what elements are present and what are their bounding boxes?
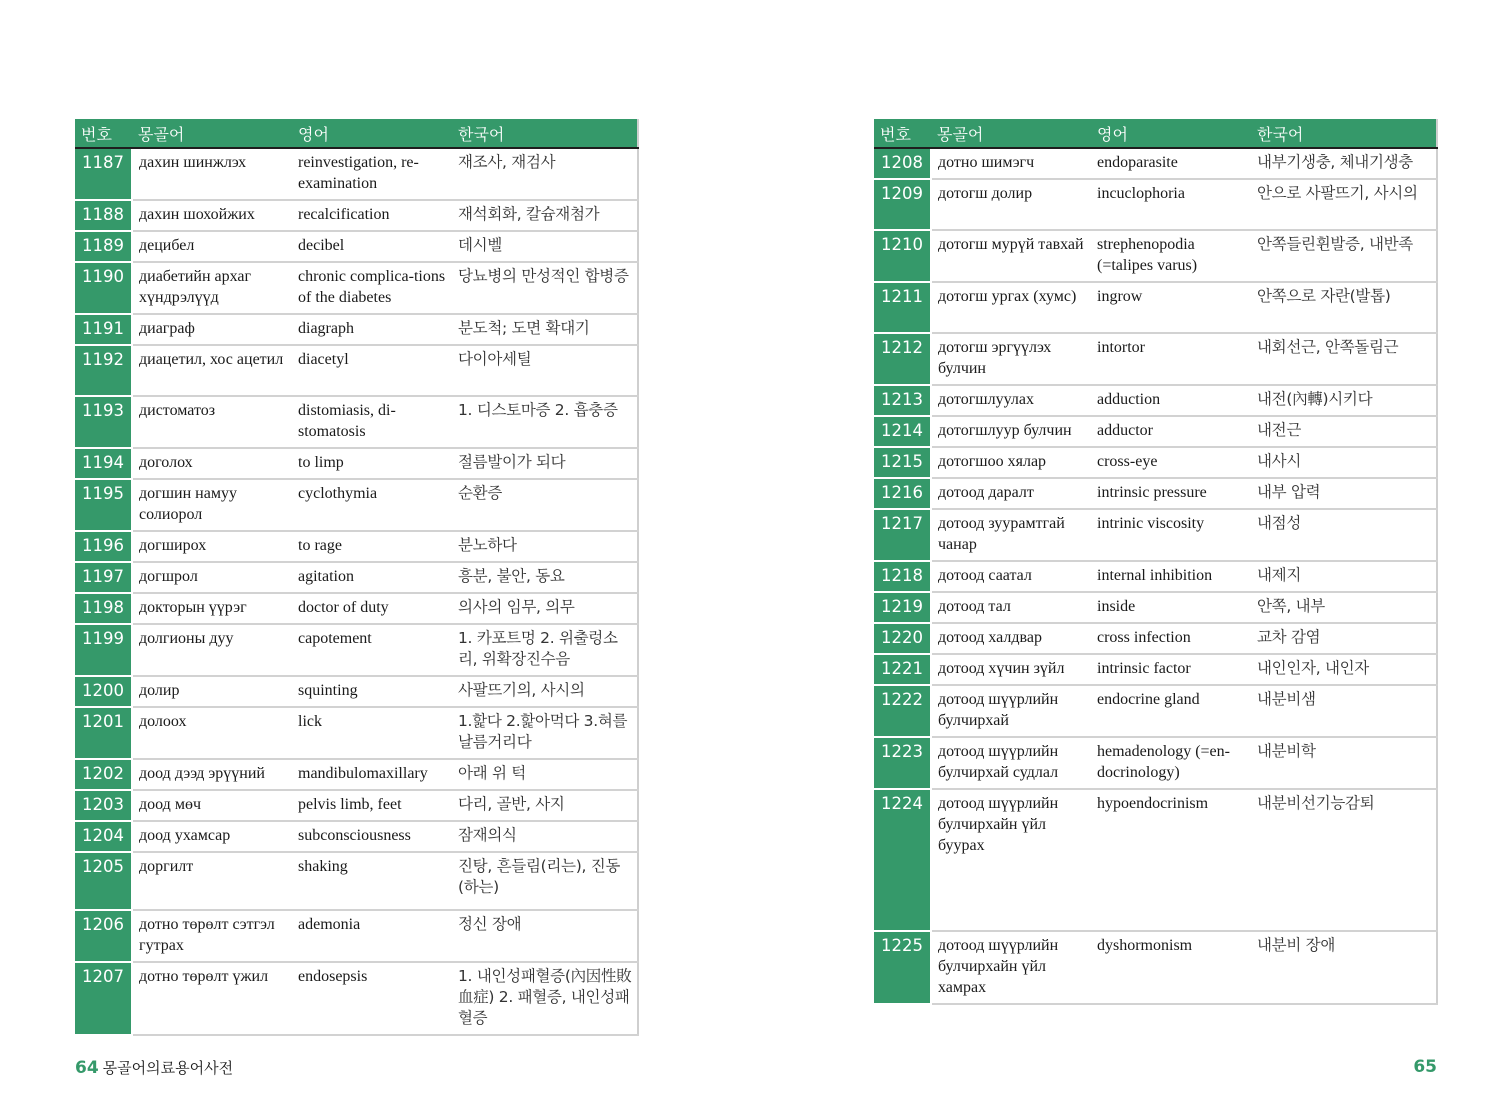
mongolian-term: дотно төрөлт үжил xyxy=(132,962,292,1035)
entry-number: 1190 xyxy=(75,262,132,314)
korean-term: 정신 장애 xyxy=(452,910,638,962)
right-page-number: 65 xyxy=(1413,1057,1437,1077)
korean-term: 1. 내인성패혈증(內因性敗血症) 2. 패혈증, 내인성패혈증 xyxy=(452,962,638,1035)
entry-number: 1202 xyxy=(75,759,132,790)
mongolian-term: диаграф xyxy=(132,314,292,345)
header-number: 번호 xyxy=(75,119,132,148)
korean-term: 진탕, 흔들림(리는), 진동(하는) xyxy=(452,852,638,910)
table-row xyxy=(75,262,638,314)
korean-term: 안쪽들린휜발증, 내반족 xyxy=(1251,230,1437,282)
entry-number: 1219 xyxy=(874,592,931,623)
mongolian-term: дахин шинжлэх xyxy=(132,148,292,200)
korean-term: 아래 위 턱 xyxy=(452,759,638,790)
header-korean: 한국어 xyxy=(452,119,638,148)
entry-number: 1188 xyxy=(75,200,132,231)
table-row xyxy=(874,561,1437,592)
book-title: 몽골어의료용어사전 xyxy=(102,1059,234,1077)
korean-term: 내점성 xyxy=(1251,509,1437,561)
mongolian-term: дотоод шүүрлийн булчирхайн үйл буурах xyxy=(931,789,1091,931)
english-term: internal inhibition xyxy=(1091,561,1251,592)
korean-term: 내제지 xyxy=(1251,561,1437,592)
table-row xyxy=(874,931,1437,1004)
entry-number: 1222 xyxy=(874,685,931,737)
english-term: endosepsis xyxy=(292,962,452,1035)
entry-number: 1191 xyxy=(75,314,132,345)
english-term: ademonia xyxy=(292,910,452,962)
korean-term: 의사의 임무, 의무 xyxy=(452,593,638,624)
entry-number: 1187 xyxy=(75,148,132,200)
mongolian-term: доголох xyxy=(132,448,292,479)
mongolian-term: дотоод шүүрлийн булчирхайн үйл хамрах xyxy=(931,931,1091,1004)
mongolian-term: долир xyxy=(132,676,292,707)
table-row xyxy=(75,448,638,479)
table-row xyxy=(874,737,1437,789)
mongolian-term: долоох xyxy=(132,707,292,759)
entry-number: 1197 xyxy=(75,562,132,593)
korean-term: 잠재의식 xyxy=(452,821,638,852)
english-term: hemadenology (=en-docrinology) xyxy=(1091,737,1251,789)
entry-number: 1218 xyxy=(874,561,931,592)
entry-number: 1192 xyxy=(75,345,132,396)
mongolian-term: доод ухамсар xyxy=(132,821,292,852)
table-row xyxy=(75,200,638,231)
table-row xyxy=(75,396,638,448)
table-row xyxy=(75,531,638,562)
english-term: diacetyl xyxy=(292,345,452,396)
entry-number: 1193 xyxy=(75,396,132,448)
english-term: intrinic viscosity xyxy=(1091,509,1251,561)
table-row xyxy=(75,707,638,759)
right-table-body xyxy=(874,148,1437,1004)
korean-term: 순환증 xyxy=(452,479,638,531)
korean-term: 내분비선기능감퇴 xyxy=(1251,789,1437,931)
english-term: diagraph xyxy=(292,314,452,345)
table-row xyxy=(874,385,1437,416)
mongolian-term: дотоод зуурамтгай чанар xyxy=(931,509,1091,561)
mongolian-term: докторын үүрэг xyxy=(132,593,292,624)
korean-term: 다이아세틸 xyxy=(452,345,638,396)
table-row xyxy=(75,759,638,790)
header-number: 번호 xyxy=(874,119,931,148)
header-mongolian: 몽골어 xyxy=(132,119,292,148)
korean-term: 당뇨병의 만성적인 합병증 xyxy=(452,262,638,314)
entry-number: 1213 xyxy=(874,385,931,416)
english-term: intrinsic pressure xyxy=(1091,478,1251,509)
korean-term: 안쪽으로 자란(발톱) xyxy=(1251,282,1437,333)
mongolian-term: дотогшлуур булчин xyxy=(931,416,1091,447)
table-header-row xyxy=(874,119,1437,148)
entry-number: 1221 xyxy=(874,654,931,685)
mongolian-term: дотогш эргүүлэх булчин xyxy=(931,333,1091,385)
english-term: distomiasis, di-stomatosis xyxy=(292,396,452,448)
korean-term: 다리, 골반, 사지 xyxy=(452,790,638,821)
entry-number: 1225 xyxy=(874,931,931,1004)
mongolian-term: дахин шохойжих xyxy=(132,200,292,231)
entry-number: 1200 xyxy=(75,676,132,707)
korean-term: 내사시 xyxy=(1251,447,1437,478)
english-term: adduction xyxy=(1091,385,1251,416)
entry-number: 1212 xyxy=(874,333,931,385)
entry-number: 1216 xyxy=(874,478,931,509)
entry-number: 1195 xyxy=(75,479,132,531)
entry-number: 1220 xyxy=(874,623,931,654)
entry-number: 1198 xyxy=(75,593,132,624)
mongolian-term: дистоматоз xyxy=(132,396,292,448)
entry-number: 1189 xyxy=(75,231,132,262)
english-term: endocrine gland xyxy=(1091,685,1251,737)
mongolian-term: дотогшлуулах xyxy=(931,385,1091,416)
english-term: lick xyxy=(292,707,452,759)
table-row xyxy=(75,562,638,593)
left-footer xyxy=(75,1057,233,1078)
english-term: ingrow xyxy=(1091,282,1251,333)
mongolian-term: дотно төрөлт сэтгэл гутрах xyxy=(132,910,292,962)
english-term: cross-eye xyxy=(1091,447,1251,478)
entry-number: 1211 xyxy=(874,282,931,333)
table-row xyxy=(75,148,638,200)
mongolian-term: дотогш ургах (хумс) xyxy=(931,282,1091,333)
korean-term: 내분비학 xyxy=(1251,737,1437,789)
english-term: doctor of duty xyxy=(292,593,452,624)
korean-term: 재조사, 재검사 xyxy=(452,148,638,200)
mongolian-term: диацетил, хос ацетил xyxy=(132,345,292,396)
mongolian-term: дотоод халдвар xyxy=(931,623,1091,654)
table-row xyxy=(75,624,638,676)
header-english: 영어 xyxy=(1091,119,1251,148)
table-row xyxy=(874,789,1437,931)
korean-term: 데시벨 xyxy=(452,231,638,262)
english-term: inside xyxy=(1091,592,1251,623)
table-row xyxy=(75,852,638,910)
table-row xyxy=(75,821,638,852)
mongolian-term: дотоод даралт xyxy=(931,478,1091,509)
korean-term: 안쪽, 내부 xyxy=(1251,592,1437,623)
mongolian-term: дотогш долир xyxy=(931,179,1091,230)
korean-term: 1. 카포트멍 2. 위출렁소리, 위확장진수음 xyxy=(452,624,638,676)
korean-term: 내분비샘 xyxy=(1251,685,1437,737)
table-row xyxy=(874,282,1437,333)
table-row xyxy=(874,148,1437,179)
mongolian-term: дотоод шүүрлийн булчирхай судлал xyxy=(931,737,1091,789)
table-row xyxy=(874,179,1437,230)
english-term: strephenopodia (=talipes varus) xyxy=(1091,230,1251,282)
english-term: capotement xyxy=(292,624,452,676)
english-term: cyclothymia xyxy=(292,479,452,531)
mongolian-term: дотоод тал xyxy=(931,592,1091,623)
table-header-row xyxy=(75,119,638,148)
left-page-number: 64 xyxy=(75,1058,99,1078)
korean-term: 내전(內轉)시키다 xyxy=(1251,385,1437,416)
right-dictionary-table xyxy=(874,119,1438,1005)
mongolian-term: доргилт xyxy=(132,852,292,910)
header-english: 영어 xyxy=(292,119,452,148)
entry-number: 1196 xyxy=(75,531,132,562)
english-term: intortor xyxy=(1091,333,1251,385)
mongolian-term: долгионы дуу xyxy=(132,624,292,676)
table-row xyxy=(874,685,1437,737)
table-row xyxy=(874,592,1437,623)
english-term: shaking xyxy=(292,852,452,910)
entry-number: 1205 xyxy=(75,852,132,910)
table-row xyxy=(75,676,638,707)
table-row xyxy=(874,478,1437,509)
english-term: pelvis limb, feet xyxy=(292,790,452,821)
mongolian-term: доод дээд эрүүний xyxy=(132,759,292,790)
korean-term: 절름발이가 되다 xyxy=(452,448,638,479)
korean-term: 1. 디스토마증 2. 흡충증 xyxy=(452,396,638,448)
entry-number: 1203 xyxy=(75,790,132,821)
english-term: agitation xyxy=(292,562,452,593)
table-row xyxy=(75,231,638,262)
entry-number: 1215 xyxy=(874,447,931,478)
mongolian-term: дотоод шүүрлийн булчирхай xyxy=(931,685,1091,737)
entry-number: 1224 xyxy=(874,789,931,931)
table-row xyxy=(75,593,638,624)
table-row xyxy=(874,447,1437,478)
korean-term: 내인인자, 내인자 xyxy=(1251,654,1437,685)
korean-term: 재석회화, 칼슘재첨가 xyxy=(452,200,638,231)
table-row xyxy=(874,416,1437,447)
korean-term: 사팔뜨기의, 사시의 xyxy=(452,676,638,707)
header-mongolian: 몽골어 xyxy=(931,119,1091,148)
header-korean: 한국어 xyxy=(1251,119,1437,148)
table-row xyxy=(75,790,638,821)
left-dictionary-table xyxy=(75,119,639,1036)
mongolian-term: догшрол xyxy=(132,562,292,593)
english-term: to limp xyxy=(292,448,452,479)
korean-term: 안으로 사팔뜨기, 사시의 xyxy=(1251,179,1437,230)
korean-term: 1.핥다 2.핥아먹다 3.혀를 날름거리다 xyxy=(452,707,638,759)
mongolian-term: дотогш мурүй тавхай xyxy=(931,230,1091,282)
table-row xyxy=(874,230,1437,282)
korean-term: 흥분, 불안, 동요 xyxy=(452,562,638,593)
mongolian-term: доод мөч xyxy=(132,790,292,821)
table-row xyxy=(75,910,638,962)
right-footer xyxy=(1413,1057,1437,1077)
mongolian-term: дотогшоо хялар xyxy=(931,447,1091,478)
english-term: squinting xyxy=(292,676,452,707)
mongolian-term: догширох xyxy=(132,531,292,562)
mongolian-term: догшин намуу солиорол xyxy=(132,479,292,531)
mongolian-term: децибел xyxy=(132,231,292,262)
entry-number: 1199 xyxy=(75,624,132,676)
korean-term: 내전근 xyxy=(1251,416,1437,447)
english-term: endoparasite xyxy=(1091,148,1251,179)
english-term: reinvestigation, re-examination xyxy=(292,148,452,200)
mongolian-term: дотоод хүчин зүйл xyxy=(931,654,1091,685)
english-term: mandibulomaxillary xyxy=(292,759,452,790)
korean-term: 내분비 장애 xyxy=(1251,931,1437,1004)
english-term: to rage xyxy=(292,531,452,562)
table-row xyxy=(75,314,638,345)
mongolian-term: дотно шимэгч xyxy=(931,148,1091,179)
english-term: decibel xyxy=(292,231,452,262)
entry-number: 1214 xyxy=(874,416,931,447)
entry-number: 1209 xyxy=(874,179,931,230)
korean-term: 내부기생충, 체내기생충 xyxy=(1251,148,1437,179)
mongolian-term: диабетийн архаг хүндрэлүүд xyxy=(132,262,292,314)
korean-term: 분도척; 도면 확대기 xyxy=(452,314,638,345)
english-term: recalcification xyxy=(292,200,452,231)
table-row xyxy=(75,962,638,1035)
entry-number: 1208 xyxy=(874,148,931,179)
left-table-body xyxy=(75,148,638,1035)
english-term: intrinsic factor xyxy=(1091,654,1251,685)
english-term: cross infection xyxy=(1091,623,1251,654)
english-term: chronic complica-tions of the diabetes xyxy=(292,262,452,314)
entry-number: 1194 xyxy=(75,448,132,479)
korean-term: 내부 압력 xyxy=(1251,478,1437,509)
english-term: dyshormonism xyxy=(1091,931,1251,1004)
table-row xyxy=(75,479,638,531)
table-row xyxy=(874,333,1437,385)
table-row xyxy=(874,623,1437,654)
entry-number: 1217 xyxy=(874,509,931,561)
table-row xyxy=(75,345,638,396)
entry-number: 1210 xyxy=(874,230,931,282)
entry-number: 1201 xyxy=(75,707,132,759)
entry-number: 1207 xyxy=(75,962,132,1035)
korean-term: 분노하다 xyxy=(452,531,638,562)
table-row xyxy=(874,654,1437,685)
english-term: hypoendocrinism xyxy=(1091,789,1251,931)
mongolian-term: дотоод саатал xyxy=(931,561,1091,592)
entry-number: 1204 xyxy=(75,821,132,852)
english-term: subconsciousness xyxy=(292,821,452,852)
entry-number: 1223 xyxy=(874,737,931,789)
entry-number: 1206 xyxy=(75,910,132,962)
english-term: incuclophoria xyxy=(1091,179,1251,230)
korean-term: 교차 감염 xyxy=(1251,623,1437,654)
english-term: adductor xyxy=(1091,416,1251,447)
korean-term: 내회선근, 안쪽돌림근 xyxy=(1251,333,1437,385)
table-row xyxy=(874,509,1437,561)
